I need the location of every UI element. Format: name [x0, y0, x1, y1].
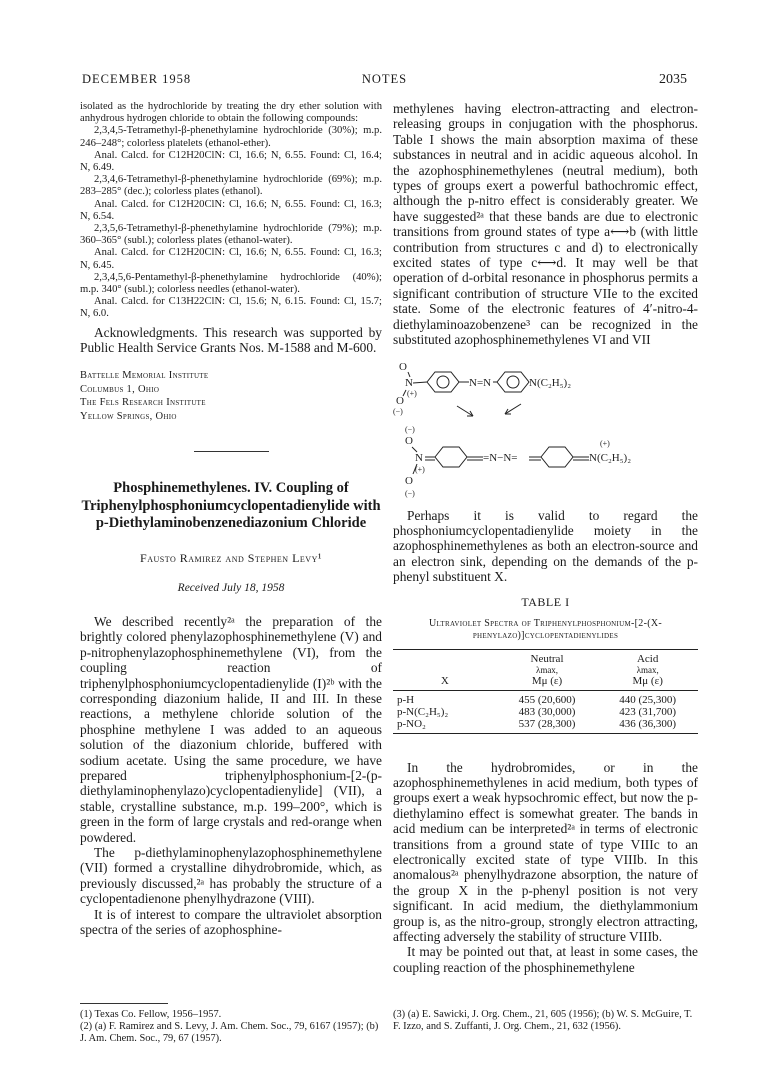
- table-header-cell: [393, 665, 497, 675]
- struct-label: O: [399, 360, 407, 373]
- footnote-text: (3) (a) E. Sawicki, J. Org. Chem., 21, 605 (1956); (b) W. S. McGuire, T. F. Izzo, and S. Zuffanti, J. Org. Chem., 21, 632 (1956).: [393, 1009, 693, 1032]
- struct-label: N(C₂H₅)₂: [589, 451, 632, 464]
- compound-entry: 2,3,4,5-Tetramethyl-β-phenethylamine hydrochloride (30%); m.p. 246–248°; colorless platelets (ethanol-ether).: [80, 125, 382, 149]
- table-cell: 537 (28,300): [518, 717, 576, 730]
- quinoid-ring: [435, 447, 467, 467]
- table-cell: p-H: [397, 693, 415, 706]
- table-header-cell: Neutral: [530, 652, 564, 665]
- left-column: [80, 101, 382, 938]
- acknowledgments: Acknowledgments. This research was supported by Public Health Service Grants Nos. M-1588 and M-600.: [80, 324, 382, 356]
- compound-analysis: Anal. Calcd. for C12H20ClN: Cl, 16.6; N, 6.55. Found: Cl, 16.3; N, 6.45.: [80, 247, 382, 271]
- table-cell: 440 (25,300): [619, 693, 677, 706]
- compound-entry: 2,3,5,6-Tetramethyl-β-phenethylamine hydrochloride (79%); m.p. 360–365° (subl.); colorless plates (ethanol-water).: [80, 223, 382, 247]
- table-header-row: [393, 675, 698, 691]
- table-row: [393, 706, 698, 718]
- compound-analysis: Anal. Calcd. for C13H22ClN: Cl, 15.6; N, 6.15. Found: Cl, 15.7; N, 6.0.: [80, 296, 382, 320]
- struct-label: O: [405, 434, 413, 447]
- struct-label: (+): [415, 464, 425, 474]
- page-number: 2035: [659, 72, 687, 87]
- spacer: [393, 734, 698, 760]
- table-cell: 423 (31,700): [619, 705, 677, 718]
- struct-label: (−): [405, 488, 415, 498]
- table-header-cell: X: [440, 674, 449, 687]
- struct-label: N(C₂H₅)₂: [529, 376, 572, 389]
- struct-label: O: [405, 474, 413, 487]
- table-caption: Ultraviolet Spectra of Triphenylphosphonium-[2-(X-phenylazo)]cyclopentadienylides: [428, 617, 663, 642]
- compound-entry: 2,3,4,6-Tetramethyl-β-phenethylamine hydrochloride (69%); m.p. 283–285° (dec.); colorless plates (ethanol).: [80, 174, 382, 198]
- table-header-row: [393, 665, 698, 675]
- aromatic-circle: [437, 376, 449, 388]
- struct-label: (+): [600, 438, 610, 448]
- prev-article-text: isolated as the hydrochloride by treating the dry ether solution with anhydrous hydrogen chloride to obtain the following compounds:: [80, 101, 382, 125]
- table-cell: 436 (36,300): [619, 717, 677, 730]
- uv-spectra-table: [393, 649, 698, 734]
- struct-label: N: [415, 451, 423, 464]
- table-header-cell: λmax,: [535, 664, 559, 675]
- table-header-cell: Acid: [636, 652, 659, 665]
- footnote-text: (1) Texas Co. Fellow, 1956–1957. (2) (a) F. Ramirez and S. Levy, J. Am. Chem. Soc., 79, 6167 (1957); (b) J. Am. Chem. Soc., 79, 67 (1957).: [80, 1009, 379, 1044]
- affiliation-line: Columbus 1, Ohio: [80, 383, 160, 395]
- struct-label: N=N: [469, 376, 492, 389]
- table-header-cell: Mμ (ε): [632, 674, 663, 687]
- compound-analysis: Anal. Calcd. for C12H20ClN: Cl, 16.6; N, 6.55. Found: Cl, 16.3; N, 6.54.: [80, 198, 382, 222]
- bond-line: [413, 382, 427, 383]
- affiliation-line: Battelle Memorial Institute: [80, 370, 209, 382]
- body-paragraph: We described recently²ᵃ the preparation of the brightly colored phenylazophosphinemethylene (V) and p-nitrophenylazophosphinemethylene (VI), from the coupling reaction of triphenylphosphoniumcyclopentadienylide (I)²ᵇ with the corresponding diazonium halide, II and III. In these reactions, a methylene chloride solution of the phosphine methylene I was added to an aqueous solution of the diazonium chloride, buffered with sodium acetate. Using the same procedure, we have prepared triphenylphosphonium-[2-(p-diethylaminophenylazo)cyclopentadienylide] (VII), a stable, crystalline substance, m.p. 199–200°, which is green in the form of large crystals and red-orange when powdered.: [80, 613, 382, 845]
- table-header-cell: λmax,: [636, 664, 659, 675]
- running-header-section: NOTES: [361, 72, 408, 86]
- struct-label: N: [405, 376, 413, 389]
- struct-label: (−): [405, 424, 415, 434]
- aromatic-circle: [507, 376, 519, 388]
- struct-label: O: [396, 394, 404, 407]
- struct-label: (−): [393, 406, 403, 416]
- article-title: Phosphinemethylenes. IV. Coupling of Triphenylphosphoniumcyclopentadienylide with p-Diethylaminobenzenediazonium Chloride: [81, 480, 381, 532]
- quinoid-ring: [541, 447, 573, 467]
- footnotes-left: [80, 1009, 382, 1045]
- affiliation-line: The Fels Research Institute: [80, 397, 206, 409]
- table-cell: p-N(C₂H₅)₂: [397, 705, 449, 718]
- table-header-row: [393, 649, 698, 665]
- table-cell: p-NO₂: [397, 717, 426, 730]
- body-paragraph: It is of interest to compare the ultraviolet absorption spectra of the series of azophosphine-: [80, 906, 382, 938]
- chemical-structures: [393, 354, 698, 502]
- benzene-ring: [427, 372, 459, 392]
- table-row: [393, 718, 698, 734]
- body-paragraph: It may be pointed out that, at least in some cases, the coupling reaction of the phosphinemethylene: [393, 944, 698, 975]
- compound-entry: 2,3,4,5,6-Pentamethyl-β-phenethylamine hydrochloride (40%); m.p. 340° (subl.); colorless needles (ethanol-water).: [80, 271, 382, 296]
- article-authors: Fausto Ramirez and Stephen Levy¹: [140, 550, 322, 565]
- struct-label: =N−N=: [483, 451, 518, 464]
- body-paragraph: methylenes having electron-attracting and electron-releasing groups in conjugation with the phosphorus. Table I shows the main absorption maxima of these substances in neutral and in acidic aqueous alcohol. In the azophosphinemethylenes (neutral medium), both types of groups exert a powerful bathochromic effect, although the p-nitro effect is considerably greater. We have suggested²ᵃ that these bands are due to electronic transitions from ground states of type a⟷b (with little contribution from structures c and d) to electronically excited states of type c⟷d. It may well be that operation of d-orbital resonance in phosphorus permits a significant contribution of structure VIIe to the excited state. Some of the electronic features of 4′-nitro-4-diethylaminoazobenzene³ can be recognized in the substituted azophosphinemethylenes VI and VII: [393, 101, 698, 348]
- running-header-date: DECEMBER 1958: [82, 72, 192, 86]
- table-cell: 455 (20,600): [518, 693, 576, 706]
- benzene-ring: [497, 372, 529, 392]
- body-paragraph: Perhaps it is valid to regard the phosphoniumcyclopentadienylide moiety in the azophosphinemethylenes as both an electron-source and an electron sink, depending on the demands of the p-phenyl substituent X.: [393, 507, 698, 585]
- affiliation-block: [80, 369, 382, 423]
- table-header-cell: Mμ (ε): [531, 674, 563, 687]
- arrow-line: [505, 404, 521, 414]
- compound-analysis: Anal. Calcd. for C12H20ClN: Cl, 16.6; N, 6.55. Found: Cl, 16.4; N, 6.49.: [80, 149, 382, 174]
- received-date: Received July 18, 1958: [177, 581, 285, 594]
- right-column: [393, 101, 698, 975]
- struct-label: (+): [407, 388, 417, 398]
- bond-line: [403, 390, 406, 396]
- structure-diagram: [393, 354, 698, 502]
- table-row: [393, 690, 698, 706]
- footnotes-right: [393, 1009, 698, 1033]
- affiliation-line: Yellow Springs, Ohio: [80, 410, 177, 422]
- table-header-cell: [393, 649, 497, 665]
- body-paragraph: The p-diethylaminophenylazophosphinemethylene (VII) formed a crystalline dihydrobromide, which, as previously discussed,²ᵃ has probably the structure of a cyclopentadienone phenylhydrazone (VIII).: [80, 845, 382, 907]
- footnote-rule: [80, 1003, 168, 1004]
- body-paragraph: In the hydrobromides, or in the azophosphinemethylenes in acid medium, both types of groups exert a weak hypsochromic effect, but now the p-diethylamino effect is somewhat greater. The bands in acid medium can be interpreted²ᵃ in terms of electronic transitions from a ground state of type VIIIc to an electronically excited state of type VIIIb. In this anomalous²ᵃ phenylhydrazone absorption, the nature of the group X in the p-phenyl position is not very significant. In acid medium, the diethylammonium group is, as the nitro-group, strongly electron attracting, affecting adversely the stability of structure VIIIb.: [393, 759, 698, 944]
- arrow-line: [457, 406, 473, 416]
- section-divider: [194, 451, 269, 452]
- table-cell: 483 (30,000): [518, 705, 576, 718]
- table-title: TABLE I: [521, 594, 570, 609]
